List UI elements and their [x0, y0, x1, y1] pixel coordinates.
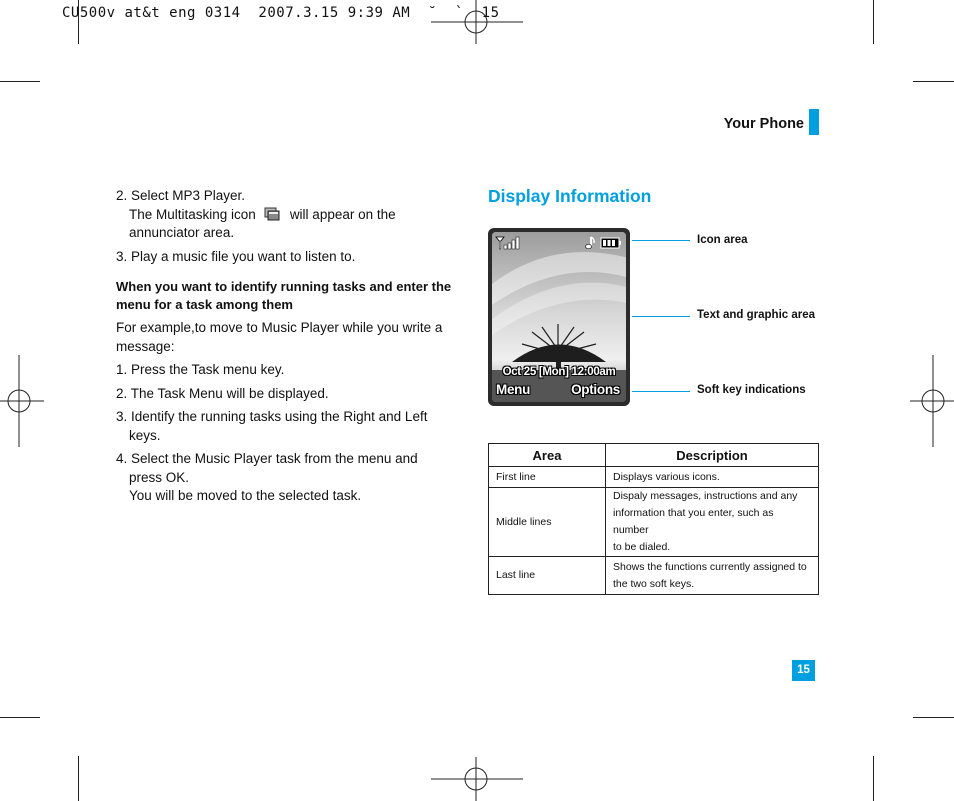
subhead — [116, 278, 456, 313]
subhead-line-2: menu for a task among them — [116, 296, 293, 312]
table-row — [489, 488, 819, 557]
table-row — [489, 557, 819, 595]
table-header-row — [489, 444, 819, 467]
crop-mark — [913, 717, 954, 718]
softkey-right-label: Options — [571, 382, 620, 397]
step-2-line-2 — [116, 206, 456, 225]
table-cell-area: First line — [489, 467, 606, 488]
crop-mark — [0, 81, 40, 82]
crop-mark — [0, 717, 40, 718]
table-cell-area: Middle lines — [489, 488, 606, 557]
table-header-area: Area — [489, 444, 606, 467]
callout-soft-key-indications: Soft key indications — [697, 384, 806, 396]
music-note-icon — [584, 236, 596, 250]
callout-line-text-area — [632, 316, 690, 317]
description-line: information that you enter, such as number — [613, 507, 774, 536]
step-2-line-3: annunciator area. — [129, 225, 235, 240]
step-2-text-b: will appear on the — [289, 206, 396, 222]
step-2-text-a: The Multitasking icon — [129, 206, 256, 222]
crop-mark — [78, 756, 79, 801]
table-cell-description — [606, 557, 819, 595]
list-item-line: 3. Identify the running tasks using the Right and Left — [116, 409, 428, 424]
softkey-left-label: Menu — [496, 382, 531, 397]
registration-target-right — [910, 355, 954, 447]
table-header-description: Description — [606, 444, 819, 467]
page-number: 15 — [792, 660, 815, 681]
list-item — [116, 385, 456, 404]
list-item-line: press OK. — [129, 469, 190, 485]
crop-mark — [913, 81, 954, 82]
registration-target-left — [0, 355, 44, 447]
registration-target-bottom — [431, 757, 523, 801]
callout-text-graphic-area: Text and graphic area — [697, 309, 816, 321]
description-line: to be dialed. — [613, 541, 671, 553]
multitasking-icon — [264, 207, 282, 223]
signal-strength-icon — [495, 236, 521, 250]
list-item-line: 1. Press the Task menu key. — [116, 362, 285, 377]
example-line-2: message: — [116, 338, 175, 354]
running-head-tab — [809, 109, 819, 135]
final-note: You will be moved to the selected task. — [129, 488, 362, 503]
battery-icon — [600, 237, 622, 249]
description-line: Shows the functions currently assigned to — [613, 560, 807, 573]
description-line: Displays various icons. — [613, 470, 720, 483]
callout-line-icon-area — [632, 240, 690, 241]
list-item-line: keys. — [129, 427, 161, 443]
list-item — [116, 450, 456, 506]
example-line-1: For example,to move to Music Player while you write a — [116, 320, 443, 335]
callout-line-soft-key — [632, 391, 690, 392]
phone-screen — [492, 232, 626, 402]
callout-icon-area: Icon area — [697, 234, 748, 246]
phone-date-line: Oct 25 [Mon] 12:00am — [502, 366, 616, 378]
description-line: the two soft keys. — [613, 577, 695, 590]
section-title: Display Information — [488, 186, 652, 206]
crop-mark — [873, 756, 874, 801]
list-item — [116, 361, 456, 380]
display-info-table — [488, 443, 819, 595]
subhead-line-1: When you want to identify running tasks and enter the — [116, 279, 452, 294]
print-slug: CU500v at&t eng 0314 2007.3.15 9:39 AM ˘ ` 15 — [62, 5, 500, 21]
running-head-title: Your Phone — [723, 116, 804, 132]
example-intro — [116, 319, 456, 356]
table-row — [489, 467, 819, 488]
left-column — [116, 187, 456, 506]
crop-mark — [873, 0, 874, 44]
list-item-line: 2. The Task Menu will be displayed. — [116, 385, 329, 401]
step-2-line-1: 2. Select MP3 Player. — [116, 188, 246, 203]
phone-display-illustration — [488, 228, 630, 406]
table-cell-description — [606, 488, 819, 557]
list-item-line: 4. Select the Music Player task from the menu and — [116, 451, 418, 466]
step-3: 3. Play a music file you want to listen to. — [116, 248, 356, 264]
table-cell-description — [606, 467, 819, 488]
description-line: Dispaly messages, instructions and any — [613, 490, 798, 502]
list-item — [116, 408, 456, 445]
table-cell-area: Last line — [489, 557, 606, 595]
